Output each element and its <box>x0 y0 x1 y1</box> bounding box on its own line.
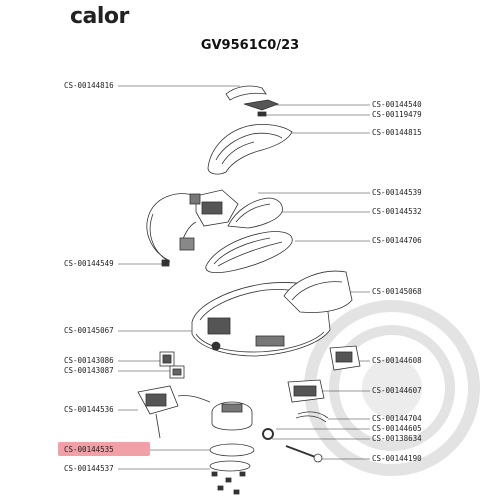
part-label[interactable]: CS-00138634 <box>372 434 422 443</box>
part-label[interactable]: CS-00144190 <box>372 454 422 463</box>
part-label[interactable]: CS-00144540 <box>372 100 422 109</box>
soleplate <box>206 231 292 272</box>
part-label[interactable]: CS-00143086 <box>64 356 114 365</box>
model-title: GV9561C0/23 <box>200 38 300 53</box>
hose-part <box>296 412 328 422</box>
brand-logo: calor <box>70 4 129 29</box>
part-label[interactable]: CS-00144816 <box>64 81 114 90</box>
part-label[interactable]: CS-00144537 <box>64 464 114 473</box>
bottom-plate <box>210 461 250 471</box>
pump-assembly <box>330 346 360 370</box>
part-label[interactable]: CS-00144549 <box>64 259 114 268</box>
part-label[interactable]: CS-00143087 <box>64 366 114 375</box>
seal-ring <box>263 429 273 439</box>
part-label[interactable]: CS-00144605 <box>372 424 422 433</box>
water-tank <box>284 271 352 312</box>
handle-top-part <box>226 86 278 116</box>
part-label[interactable]: CS-00145068 <box>372 287 422 296</box>
small-pump <box>170 366 184 378</box>
small-valve <box>160 352 174 366</box>
rod-part <box>286 446 322 462</box>
part-label[interactable]: CS-00144539 <box>372 188 422 197</box>
part-label[interactable]: CS-00144815 <box>372 128 422 137</box>
part-label[interactable]: CS-00144704 <box>372 414 422 423</box>
part-label[interactable]: CS-00145067 <box>64 326 114 335</box>
part-label[interactable]: CS-00144608 <box>372 356 422 365</box>
part-label[interactable]: CS-00144532 <box>372 207 422 216</box>
part-label[interactable]: CS-00144536 <box>64 405 114 414</box>
part-label-highlighted[interactable]: CS-00144535 <box>64 445 114 454</box>
part-label[interactable]: CS-00119479 <box>372 110 422 119</box>
power-cord <box>147 194 196 266</box>
solenoid-block <box>288 380 324 402</box>
part-label[interactable]: CS-00144706 <box>372 236 422 245</box>
base-feet <box>212 472 245 494</box>
base-gasket <box>210 444 254 456</box>
control-board <box>138 386 210 438</box>
part-label[interactable]: CS-00144607 <box>372 386 422 395</box>
boiler <box>212 402 252 430</box>
iron-handle <box>208 124 292 174</box>
